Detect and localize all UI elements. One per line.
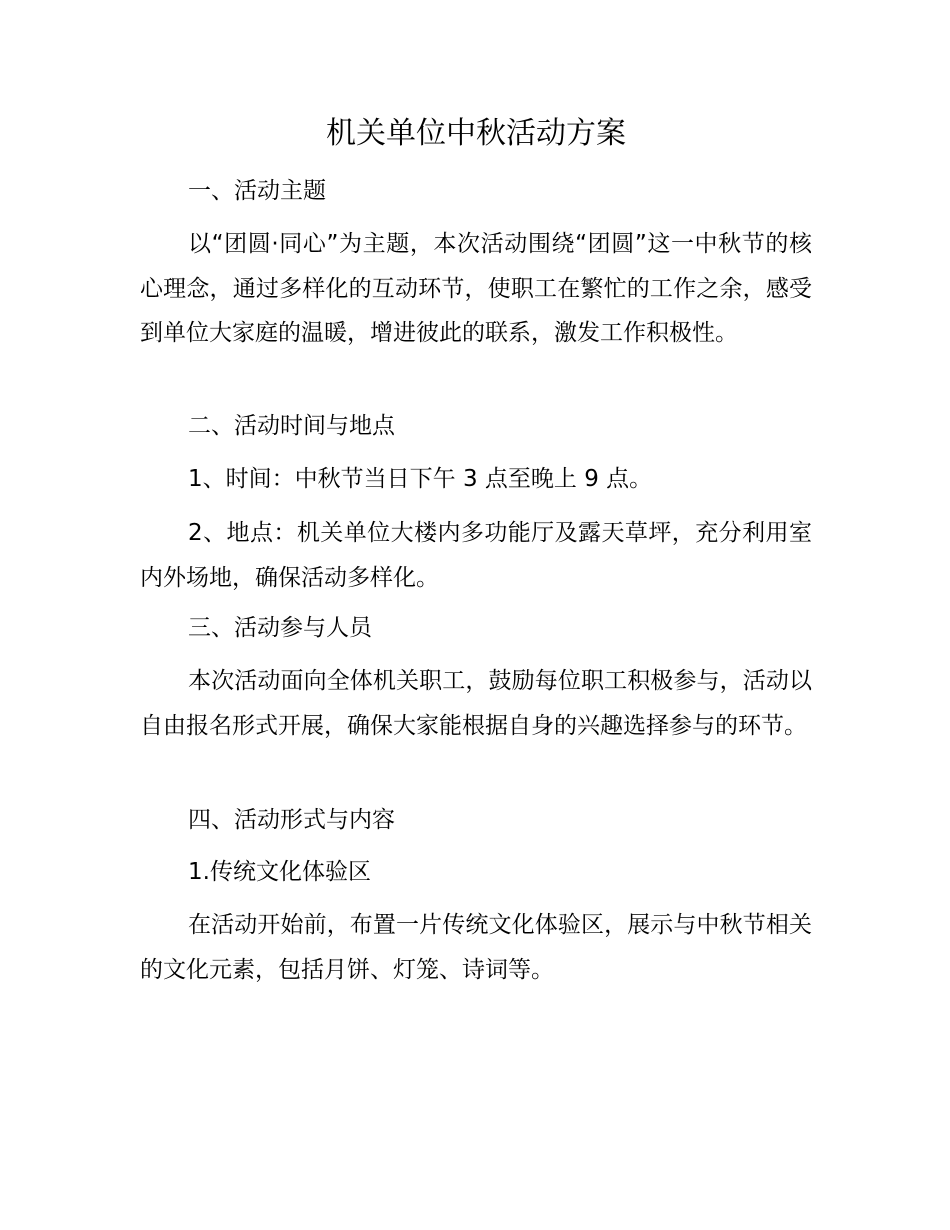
section-heading-content: 四、活动形式与内容 bbox=[188, 807, 395, 833]
section-heading-participants: 三、活动参与人员 bbox=[188, 615, 372, 641]
subheading-culture-zone: 1.传统文化体验区 bbox=[188, 859, 371, 885]
paragraph-participants: 本次活动面向全体机关职工，鼓励每位职工积极参与，活动以自由报名形式开展，确保大家能根据自身的兴趣选择参与的环节。 bbox=[140, 668, 812, 739]
paragraph-place: 2、地点：机关单位大楼内多功能厅及露天草坪，充分利用室内外场地，确保活动多样化。 bbox=[140, 520, 812, 591]
section-heading-time-place: 二、活动时间与地点 bbox=[188, 413, 395, 439]
document-title: 机关单位中秋活动方案 bbox=[326, 116, 626, 151]
section-heading-theme: 一、活动主题 bbox=[188, 178, 326, 204]
paragraph-time: 1、时间：中秋节当日下午 3 点至晚上 9 点。 bbox=[188, 466, 653, 492]
paragraph-culture-zone: 在活动开始前，布置一片传统文化体验区，展示与中秋节相关的文化元素，包括月饼、灯笼、诗词等。 bbox=[140, 912, 812, 983]
paragraph-theme: 以“团圆·同心”为主题，本次活动围绕“团圆”这一中秋节的核心理念，通过多样化的互动环节，使职工在繁忙的工作之余，感受到单位大家庭的温暖，增进彼此的联系，激发工作积极性。 bbox=[140, 231, 812, 346]
